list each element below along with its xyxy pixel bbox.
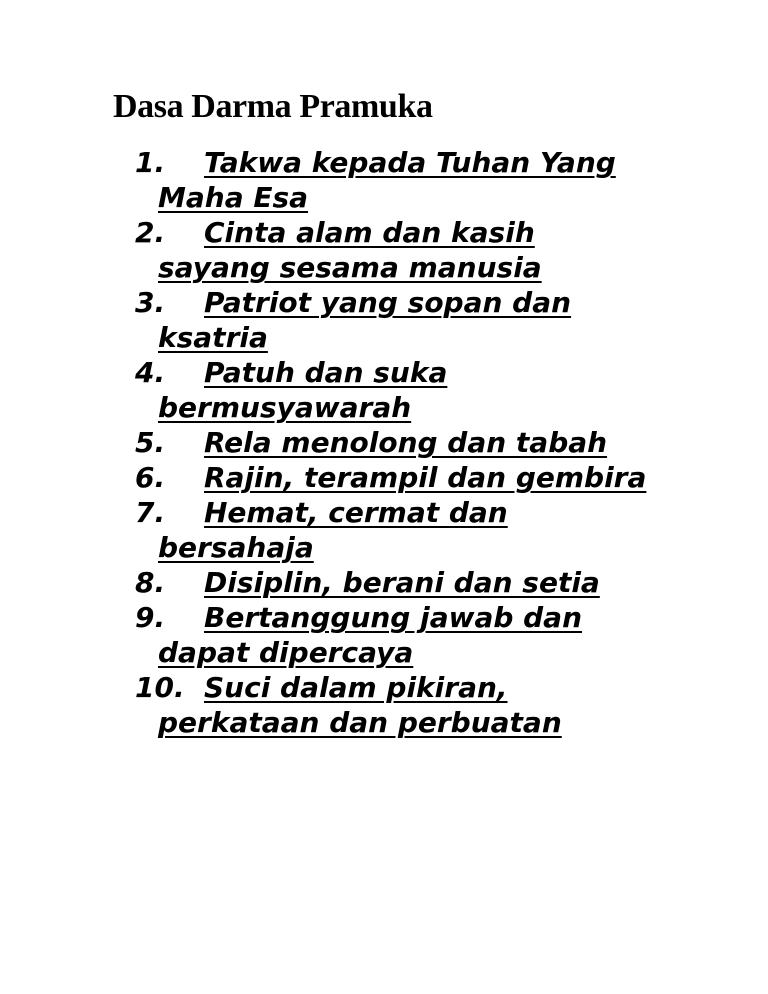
item-number: 9.	[135, 601, 166, 634]
item-text: Patriot yang sopan dan ksatria	[158, 286, 572, 354]
item-number: 10.	[135, 671, 185, 704]
item-text: Hemat, cermat dan bersahaja	[158, 496, 508, 564]
item-number: 3.	[135, 286, 166, 319]
list-item	[0, 425, 768, 460]
item-number: 6.	[135, 461, 166, 494]
dasa-darma-list	[0, 145, 768, 740]
item-text: Patuh dan suka bermusyawarah	[158, 356, 448, 424]
document-title: Dasa Darma Pramuka	[113, 88, 433, 125]
list-item	[0, 600, 768, 670]
list-item	[0, 565, 768, 600]
item-text: Bertanggung jawab dan dapat dipercaya	[158, 601, 583, 669]
list-item	[0, 215, 768, 285]
list-item	[0, 355, 768, 425]
list-item	[0, 460, 768, 495]
list-item	[0, 145, 768, 215]
list-item	[0, 285, 768, 355]
item-text: Suci dalam pikiran, perkataan dan perbuatan	[158, 671, 562, 739]
item-text: Cinta alam dan kasih sayang sesama manusia	[158, 216, 542, 284]
item-text: Rajin, terampil dan gembira	[204, 461, 647, 494]
item-number: 1.	[135, 146, 166, 179]
item-number: 4.	[135, 356, 166, 389]
item-number: 7.	[135, 496, 166, 529]
item-text: Takwa kepada Tuhan Yang Maha Esa	[158, 146, 616, 214]
item-number: 2.	[135, 216, 166, 249]
item-number: 5.	[135, 426, 166, 459]
item-number: 8.	[135, 566, 166, 599]
list-item	[0, 495, 768, 565]
item-text: Rela menolong dan tabah	[204, 426, 608, 459]
list-item	[0, 670, 768, 740]
item-text: Disiplin, berani dan setia	[204, 566, 600, 599]
